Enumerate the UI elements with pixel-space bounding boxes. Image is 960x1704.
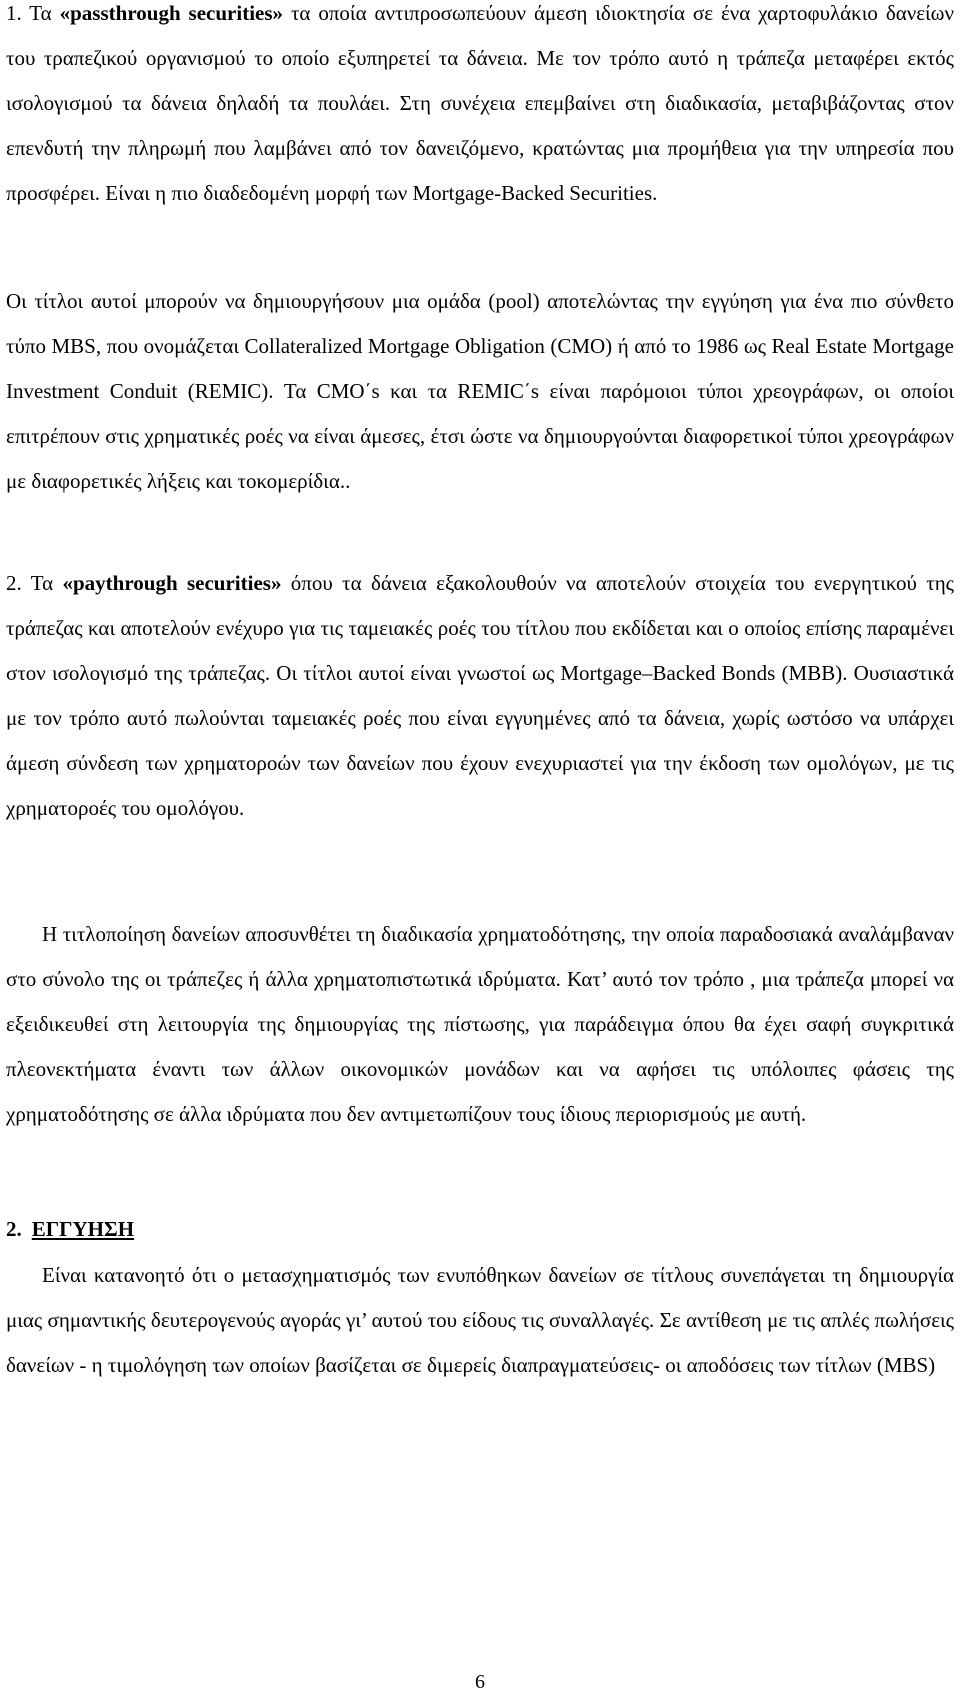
term-passthrough: «passthrough securities»	[59, 1, 284, 25]
paragraph-cmo-remic: Οι τίτλοι αυτοί μπορούν να δημιουργήσουν μια ομάδα (pool) αποτελώντας την εγγύηση για ένα πιο σύνθετο τύπο MBS, που ονομάζεται Collateralized Mortgage Obligation (CMO) ή από το 1986 ως Real Estate Mortgage Investment Conduit (REMIC). Τα CMO΄s και τα REMIC΄s είναι παρόμοιοι τύποι χρεογράφων, οι οποίοι επιτρέπουν στις χρηματικές ροές να είναι άμεσες, έτσι ώστε να δημιουργούνται διαφορετικοί τύποι χρεογράφων με διαφορετικές λήξεις και τοκομερίδια..	[6, 289, 954, 493]
paragraph-paythrough	[6, 561, 954, 831]
paragraph-securitization: Η τιτλοποίηση δανείων αποσυνθέτει τη διαδικασία χρηματοδότησης, την οποία παραδοσιακά αναλάμβαναν στο σύνολο της οι τράπεζες ή άλλα χρηματοπιστωτικά ιδρύματα. Κατ’ αυτό τον τρόπο , μια τράπεζα μπορεί να εξειδικευθεί στη λειτουργία της δημιουργίας της πίστωσης, για παράδειγμα όπου θα έχει σαφή συγκριτικά πλεονεκτήματα έναντι των άλλων οικονομικών μονάδων και να αφήσει τις υπόλοιπες φάσεις της χρηματοδότησης σε άλλα ιδρύματα που δεν αντιμετωπίζουν τους ίδιους περιορισμούς με αυτή.	[6, 922, 954, 1126]
paragraph-passthrough	[6, 0, 954, 216]
page-number: 6	[475, 1671, 485, 1693]
paragraph-text: τα οποία αντιπροσωπεύουν άμεση ιδιοκτησία σε ένα χαρτοφυλάκιο δανείων του τραπεζικού οργανισμού το οποίο εξυπηρετεί τα δάνεια. Με τον τρόπο αυτό η τράπεζα μεταφέρει εκτός ισολογισμού τα δάνεια δηλαδή τα πουλάει. Στη συνέχεια επεμβαίνει στη διαδικασία, μεταβιβάζοντας στον επενδυτή την πληρωμή που λαμβάνει από τον δανειζόμενο, κρατώντας μια προμήθεια για την υπηρεσία που προσφέρει. Είναι η πιο διαδεδομένη μορφή των Mortgage-Backed Securities.	[6, 1, 955, 205]
section-title: ΕΓΓΥΗΣΗ	[31, 1217, 135, 1241]
section-number: 2.	[6, 1217, 22, 1241]
list-number: 2. Τα	[6, 571, 63, 595]
paragraph-text: όπου τα δάνεια εξακολουθούν να αποτελούν στοιχεία του ενεργητικού της τράπεζας και αποτελούν ενέχυρο για τις ταμειακές ροές του τίτλου που εκδίδεται και ο οποίος επίσης παραμένει στον ισολογισμό της τράπεζας. Οι τίτλοι αυτοί είναι γνωστοί ως Mortgage–Backed Bonds (MBB). Ουσιαστικά με τον τρόπο αυτό πωλούνται ταμειακές ροές που είναι εγγυημένες από τα δάνεια, χωρίς ωστόσο να υπάρχει άμεση σύνδεση των χρηματοροών των δανείων που έχουν ενεχυριαστεί για την έκδοση των ομολόγων, με τις χρηματορoές του ομολόγου.	[6, 571, 954, 820]
list-number: 1. Τα	[6, 1, 60, 25]
term-paythrough: «paythrough securities»	[62, 571, 282, 595]
paragraph-guarantee: Είναι κατανοητό ότι ο μετασχηματισμός των ενυπόθηκων δανείων σε τίτλους συνεπάγεται τη δημιουργία μιας σημαντικής δευτερογενούς αγοράς γι’ αυτού του είδους τις συναλλαγές. Σε αντίθεση με τις απλές πωλήσεις δανείων - η τιμολόγηση των οποίων βασίζεται σε διμερείς διαπραγματεύσεις- οι αποδόσεις των τίτλων (MBS)	[6, 1263, 954, 1377]
section-heading	[6, 1207, 134, 1252]
